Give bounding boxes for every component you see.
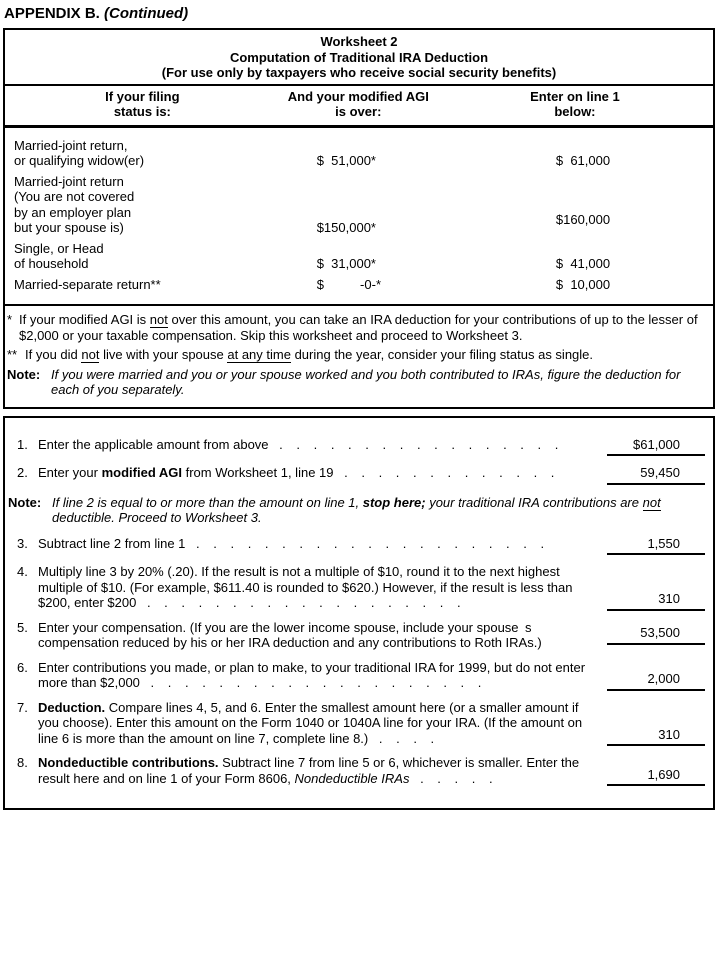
agi-threshold-cell: $150,000* [316, 220, 376, 235]
column-header-filing-status: If your filing status is: [105, 88, 180, 119]
line-6-value: 2,000 [607, 671, 705, 691]
computation-note [5, 495, 713, 526]
line-5-value: 53,500 [607, 625, 705, 645]
note-label: Note: [8, 494, 42, 510]
computation-worksheet [3, 416, 715, 811]
line-2-value: 59,450 [607, 465, 705, 485]
table-row-married-joint [5, 138, 713, 169]
line-number: 8. [17, 755, 28, 770]
table-row-married-separate [5, 277, 713, 293]
footnote-text: If you did not live with your spouse at any time during the year, consider your filing status as single. [25, 347, 594, 362]
line-3-value: 1,550 [607, 536, 705, 556]
line-number: 1. [17, 436, 28, 452]
line-8-value: 1,690 [607, 767, 705, 787]
filing-status-cell: Single, or Head of household [14, 240, 104, 271]
column-header-modified-agi: And your modified AGI is over: [287, 88, 429, 119]
footnote-marker: ** [7, 347, 18, 362]
dot-leader: . . . . . . . . . . . . . . . . . [279, 436, 559, 452]
line-text: Enter the applicable amount from above [38, 436, 269, 452]
line-text-block [5, 700, 603, 747]
line-number: 5. [17, 619, 28, 635]
page-title [4, 5, 722, 23]
table-body [5, 128, 713, 305]
dot-leader: . . . . . [420, 770, 493, 786]
worksheet-line-7 [5, 700, 713, 747]
note-text: If line 2 is equal to or more than the amount on line 1, stop here; your traditional IRA contributions are not deductible. Proceed to Worksheet 3. [52, 494, 661, 525]
agi-threshold-cell: $ -0-* [316, 276, 381, 292]
appendix-label: APPENDIX B. [4, 5, 105, 22]
worksheet-line-1 [5, 437, 713, 457]
dot-leader: . . . . . . . . . . . . . [344, 465, 555, 480]
worksheet-line-5 [5, 620, 713, 651]
line-text-block [5, 660, 603, 691]
line-text: Deduction. Compare lines 4, 5, and 6. Enter the smallest amount here (or a smaller amount if you choose). Enter this amount on the Form 1040 or 1040A line for your IRA. (If the amount on line 6 is more than the amount on line 7, complete line 8.) [38, 699, 583, 746]
footnote-asterisk [5, 312, 703, 343]
filing-status-cell: Married-joint return (You are not covered by an employer plan but your spouse is) [14, 173, 135, 235]
line-number: 6. [17, 659, 28, 675]
continued-label: (Continued) [104, 5, 189, 22]
note-label: Note: [7, 366, 41, 382]
line-text: Subtract line 2 from line 1 [38, 535, 186, 551]
line-number: 2. [17, 465, 28, 480]
worksheet-line-3 [5, 536, 713, 556]
table-footnotes [5, 304, 713, 407]
line-text-block [5, 620, 603, 651]
worksheet-line-2 [5, 465, 713, 485]
table-header-row [5, 86, 713, 128]
dot-leader: . . . . . . . . . . . . . . . . . . . . [150, 675, 482, 690]
line-4-value: 310 [607, 591, 705, 611]
table-row-married-joint-not-covered [5, 174, 713, 236]
note-text: If you were married and you or your spouse worked and you both contributed to IRAs, figure the deduction for each of you separately. [51, 366, 681, 397]
worksheet-table [3, 28, 715, 409]
line-number: 3. [17, 535, 28, 551]
line-1-value: $61,000 [607, 437, 705, 457]
worksheet-title-line-3: (For use only by taxpayers who receive social security benefits) [161, 65, 557, 80]
line1-amount-cell: $ 61,000 [555, 153, 611, 168]
worksheet-title [5, 30, 713, 86]
filing-status-cell: Married-separate return** [14, 276, 161, 292]
line1-amount-cell: $ 41,000 [555, 256, 611, 271]
worksheet-line-8 [5, 755, 713, 786]
dot-leader: . . . . . . . . . . . . . . . . . . . [146, 595, 461, 610]
column-header-enter-on-line-1: Enter on line 1 below: [530, 88, 620, 119]
worksheet-line-4 [5, 564, 713, 611]
line-7-value: 310 [607, 727, 705, 747]
line-text-block [5, 564, 603, 611]
agi-threshold-cell: $ 31,000* [316, 256, 376, 271]
line-number: 4. [17, 564, 28, 579]
table-row-single-head [5, 241, 713, 272]
line-text-block [5, 465, 603, 485]
line-text: Multiply line 3 by 20% (.20). If the result is not a multiple of $10, round it to the next highest multiple of $10. (For example, $611.40 is rounded to $620.) However, if the result is less than $200, enter $200 [38, 564, 573, 610]
line-text-block [5, 755, 603, 786]
footnote-text: If your modified AGI is not over this amount, you can take an IRA deduction for your contributions of up to the lesser of $2,000 or your taxable compensation. Skip this worksheet and proceed to Worksheet 3. [19, 312, 698, 343]
line-text: Enter your compensation. (If you are the lower income spouse, include your spouse s compensation reduced by his or her IRA deduction and any contributions to Roth IRAs.) [38, 619, 542, 650]
filing-status-cell: Married-joint return, or qualifying widow(er) [14, 137, 145, 168]
line-text: Enter contributions you made, or plan to make, to your traditional IRA for 1999, but do not enter more than $2,000 [38, 659, 586, 690]
table-note [5, 367, 703, 398]
line-number: 7. [17, 699, 28, 715]
line-text: Enter your modified AGI from Worksheet 1, line 19 [38, 465, 334, 480]
dot-leader: . . . . [378, 730, 435, 746]
footnote-marker: * [7, 312, 13, 327]
line1-amount-cell: $ 10,000 [555, 276, 611, 292]
line-text: Nondeductible contributions. Subtract line 7 from line 5 or 6, whichever is smaller. Enter the result here and on line 1 of your Form 8606, Nondeductible IRAs [38, 755, 580, 786]
worksheet-line-6 [5, 660, 713, 691]
worksheet-title-line-1: Worksheet 2 [320, 34, 398, 49]
footnote-double-asterisk [5, 347, 703, 363]
dot-leader: . . . . . . . . . . . . . . . . . . . . . [196, 535, 545, 551]
line-text-block [5, 536, 603, 556]
worksheet-title-line-2: Computation of Traditional IRA Deduction [229, 49, 489, 65]
agi-threshold-cell: $ 51,000* [316, 153, 376, 168]
line1-amount-cell: $160,000 [555, 212, 611, 227]
line-text-block [5, 437, 603, 457]
